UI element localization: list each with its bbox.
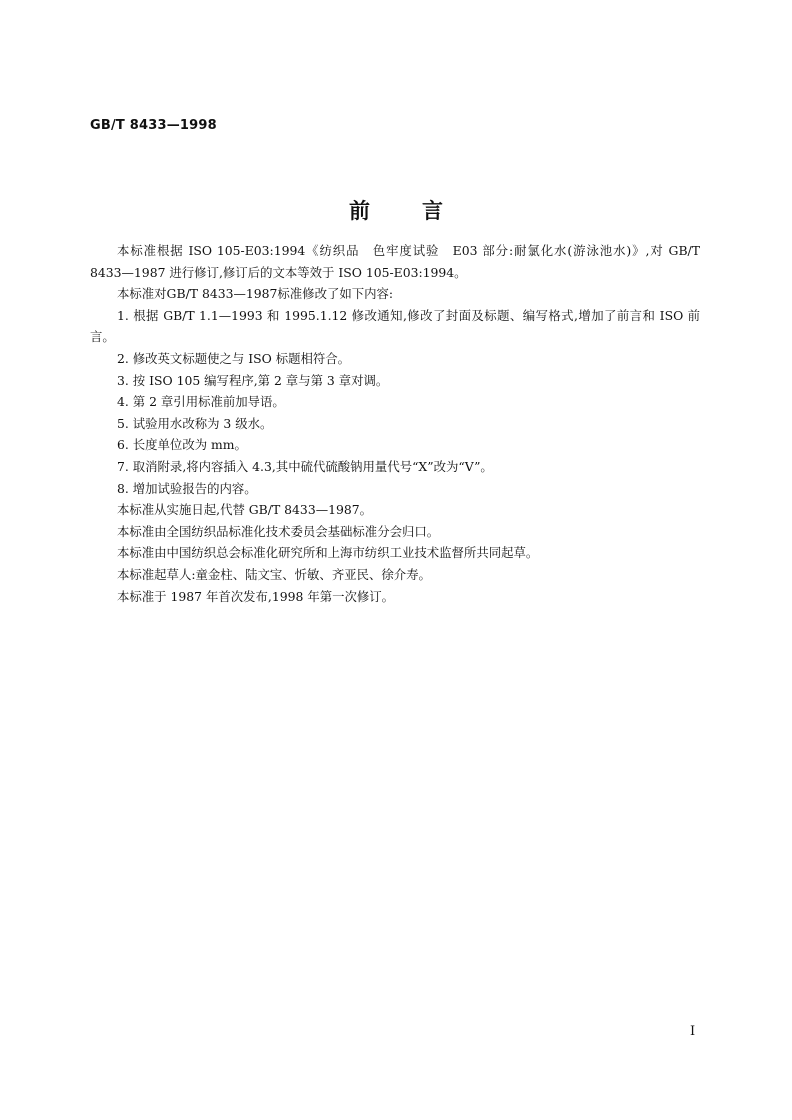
list-item-change-7: 7. 取消附录,将内容插入 4.3,其中硫代硫酸钠用量代号“X”改为“V”。 — [117, 458, 493, 474]
paragraph-drafters: 本标准起草人:童金柱、陆文宝、忻敏、齐亚民、徐介寿。 — [117, 566, 431, 582]
standard-code: GB/T 8433—1998 — [90, 118, 217, 133]
page-title — [0, 198, 792, 224]
list-item-change-1: 1. 根据 GB/T 1.1—1993 和 1995.1.12 修改通知,修改了封面及标题、编写格式,增加了前言和 ISO 前言。 — [90, 307, 700, 345]
paragraph-basis: 本标准根据 ISO 105-E03:1994《纺织品 色牢度试验 E03 部分:耐氯化水(游泳池水)》,对 GB/T 8433—1987 进行修订,修订后的文本等效于 ISO 105-E03:1994。 — [90, 243, 700, 280]
list-item-change-5: 5. 试验用水改称为 3 级水。 — [117, 415, 273, 431]
page-number: I — [690, 1024, 696, 1039]
title-char-1: 前 — [349, 199, 370, 223]
list-item-change-3: 3. 按 ISO 105 编写程序,第 2 章与第 3 章对调。 — [117, 372, 389, 388]
paragraph-responsible-committee: 本标准由全国纺织品标准化技术委员会基础标准分会归口。 — [117, 523, 440, 539]
paragraph-publication-history: 本标准于 1987 年首次发布,1998 年第一次修订。 — [117, 588, 395, 604]
paragraph-replaces: 本标准从实施日起,代替 GB/T 8433—1987。 — [117, 502, 373, 518]
list-item-change-6: 6. 长度单位改为 mm。 — [117, 437, 247, 453]
paragraph-drafting-organizations: 本标准由中国纺织总会标准化研究所和上海市纺织工业技术监督所共同起草。 — [117, 545, 539, 561]
paragraph-changes-intro: 本标准对GB/T 8433—1987标准修改了如下内容: — [117, 286, 394, 302]
list-item-change-4: 4. 第 2 章引用标准前加导语。 — [117, 394, 285, 410]
list-item-change-2: 2. 修改英文标题使之与 ISO 标题相符合。 — [117, 350, 351, 366]
foreword-body — [90, 240, 700, 607]
list-item-change-8: 8. 增加试验报告的内容。 — [117, 480, 257, 496]
title-char-2: 言 — [422, 199, 443, 223]
